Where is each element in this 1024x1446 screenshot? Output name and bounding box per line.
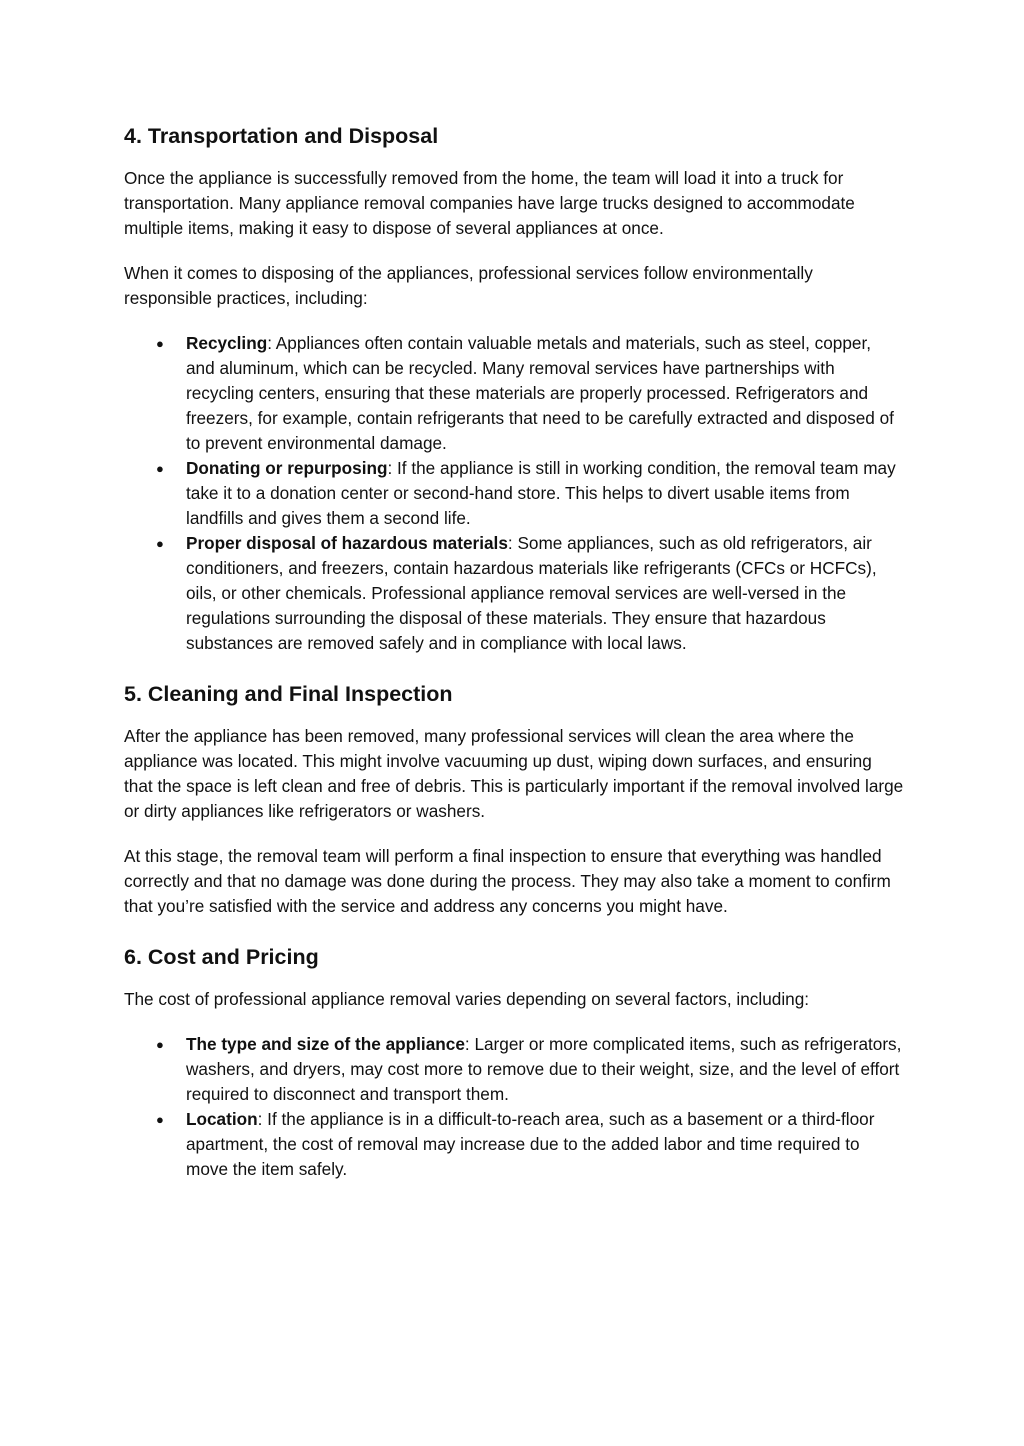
bullet-icon: ● xyxy=(156,1037,164,1052)
bullet-icon: ● xyxy=(156,536,164,551)
list-item xyxy=(124,1032,904,1107)
section-6-bullet-list xyxy=(124,1032,904,1182)
bullet-term: The type and size of the appliance xyxy=(186,1034,465,1054)
bullet-term: Donating or repurposing xyxy=(186,458,388,478)
document-page xyxy=(124,118,904,1182)
bullet-text: : If the appliance is in a difficult-to-reach area, such as a basement or a third-floor apartment, the cost of removal may increase due to the added labor and time required to move the item safely. xyxy=(186,1109,875,1179)
section-4-bullet-list xyxy=(124,331,904,656)
bullet-icon: ● xyxy=(156,461,164,476)
section-6-heading: 6. Cost and Pricing xyxy=(124,945,319,969)
section-4-paragraph-2: When it comes to disposing of the appliances, professional services follow environmentally responsible practices, including: xyxy=(124,263,813,308)
bullet-text: : If the appliance is still in working condition, the removal team may take it to a donation center or second-hand store. This helps to divert usable items from landfills and gives them a second life. xyxy=(186,458,896,528)
bullet-text: : Some appliances, such as old refrigerators, air conditioners, and freezers, contain hazardous materials like refrigerants (CFCs or HCFCs), oils, or other chemicals. Professional appliance removal services are well-versed in the regulations surrounding the disposal of these materials. They ensure that hazardous substances are removed safely and in compliance with local laws. xyxy=(186,533,877,653)
list-item xyxy=(124,531,904,656)
section-4-heading: 4. Transportation and Disposal xyxy=(124,124,439,148)
bullet-text: : Larger or more complicated items, such as refrigerators, washers, and dryers, may cost more to remove due to their weight, size, and the level of effort required to disconnect and transport them. xyxy=(186,1034,902,1104)
bullet-text: : Appliances often contain valuable metals and materials, such as steel, copper, and aluminum, which can be recycled. Many removal services have partnerships with recycling centers, ensuring that these materials are properly processed. Refrigerators and freezers, for example, contain refrigerants that need to be carefully extracted and disposed of to prevent environmental damage. xyxy=(186,333,894,453)
list-item xyxy=(124,331,904,456)
list-item xyxy=(124,1107,904,1182)
section-5-heading: 5. Cleaning and Final Inspection xyxy=(124,682,453,706)
bullet-term: Proper disposal of hazardous materials xyxy=(186,533,508,553)
section-4-paragraph-1: Once the appliance is successfully removed from the home, the team will load it into a truck for transportation. Many appliance removal companies have large trucks designed to accommodate multiple items, making it easy to dispose of several appliances at once. xyxy=(124,168,855,238)
section-6-paragraph-1: The cost of professional appliance removal varies depending on several factors, including: xyxy=(124,989,810,1009)
bullet-term: Recycling xyxy=(186,333,268,353)
bullet-term: Location xyxy=(186,1109,258,1129)
section-5-paragraph-1: After the appliance has been removed, many professional services will clean the area where the appliance was located. This might involve vacuuming up dust, wiping down surfaces, and ensuring that the space is left clean and free of debris. This is particularly important if the removal involved large or dirty appliances like refrigerators or washers. xyxy=(124,726,904,821)
section-5-paragraph-2: At this stage, the removal team will perform a final inspection to ensure that everything was handled correctly and that no damage was done during the process. They may also take a moment to confirm that you’re satisfied with the service and address any concerns you might have. xyxy=(124,846,891,916)
list-item xyxy=(124,456,904,531)
bullet-icon: ● xyxy=(156,336,164,351)
bullet-icon: ● xyxy=(156,1112,164,1127)
